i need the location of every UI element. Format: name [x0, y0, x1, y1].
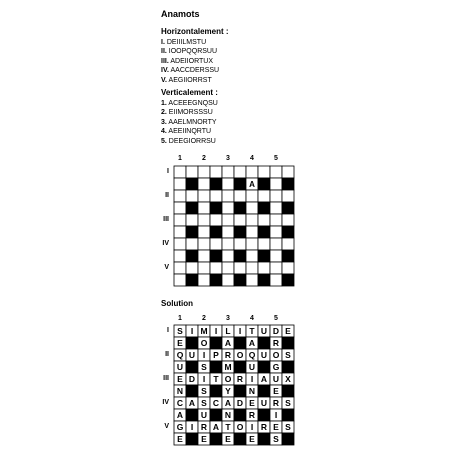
- solution-cell-letter: N: [224, 410, 232, 421]
- puzzle-cell[interactable]: [222, 226, 234, 238]
- solution-cell-letter: E: [177, 374, 183, 385]
- puzzle-cell[interactable]: [210, 166, 222, 178]
- solution-black-cell: [258, 361, 270, 373]
- solution-black-cell: [186, 385, 198, 397]
- puzzle-cell[interactable]: [174, 226, 186, 238]
- solution-black-cell: [186, 409, 198, 421]
- puzzle-cell[interactable]: [282, 238, 294, 250]
- puzzle-cell[interactable]: [270, 178, 282, 190]
- solution-cell-letter: D: [272, 326, 280, 337]
- puzzle-cell[interactable]: [186, 214, 198, 226]
- puzzle-cell[interactable]: [246, 202, 258, 214]
- solution-black-cell: [258, 409, 270, 421]
- solution-cell-letter: E: [177, 338, 183, 349]
- solution-black-cell: [282, 433, 294, 445]
- solution-cell-letter: E: [177, 434, 183, 445]
- solution-cell-letter: Q: [176, 350, 184, 361]
- puzzle-cell[interactable]: [222, 262, 234, 274]
- solution-black-cell: [186, 361, 198, 373]
- solution-cell-letter: Y: [225, 386, 231, 397]
- puzzle-cell[interactable]: [222, 274, 234, 286]
- solution-cell-letter: I: [274, 410, 278, 421]
- solution-cell-letter: E: [249, 434, 255, 445]
- puzzle-cell[interactable]: [270, 190, 282, 202]
- puzzle-black-cell: [234, 274, 246, 286]
- clue-v-1: 1. ACEEEGNQSU: [161, 99, 218, 107]
- solution-row-label: II: [165, 351, 169, 358]
- solution-cell-letter: E: [273, 422, 279, 433]
- puzzle-cell[interactable]: [222, 238, 234, 250]
- solution-cell-letter: U: [260, 350, 268, 361]
- puzzle-row-label: IV: [162, 240, 169, 247]
- puzzle-col-label: 2: [202, 155, 206, 162]
- solution-cell-letter: S: [177, 326, 183, 337]
- puzzle-cell[interactable]: [198, 262, 210, 274]
- puzzle-cell[interactable]: [174, 238, 186, 250]
- solution-black-cell: [282, 409, 294, 421]
- puzzle-black-cell: [210, 178, 222, 190]
- puzzle-cell[interactable]: [222, 202, 234, 214]
- puzzle-cell[interactable]: [174, 202, 186, 214]
- solution-cell-letter: T: [249, 326, 255, 337]
- puzzle-cell[interactable]: [174, 166, 186, 178]
- solution-cell-letter: C: [212, 398, 220, 409]
- puzzle-cell[interactable]: [270, 226, 282, 238]
- puzzle-cell[interactable]: [222, 250, 234, 262]
- clue-h-3: III. ADEIIORTUX: [161, 57, 213, 65]
- puzzle-black-cell: [282, 274, 294, 286]
- horizontal-heading: Horizontalement :: [161, 27, 229, 36]
- puzzle-cell[interactable]: [174, 250, 186, 262]
- solution-cell-letter: M: [200, 326, 208, 337]
- puzzle-grid: [173, 165, 295, 287]
- solution-cell-letter: R: [272, 398, 280, 409]
- puzzle-black-cell: [258, 274, 270, 286]
- puzzle-cell[interactable]: [198, 214, 210, 226]
- puzzle-cell[interactable]: [258, 190, 270, 202]
- solution-black-cell: [210, 337, 222, 349]
- puzzle-col-label: 1: [178, 155, 182, 162]
- puzzle-cell[interactable]: [210, 262, 222, 274]
- puzzle-black-cell: [234, 250, 246, 262]
- puzzle-cell-letter: A: [249, 179, 255, 189]
- solution-cell-letter: T: [225, 422, 231, 433]
- puzzle-cell[interactable]: [234, 238, 246, 250]
- solution-black-cell: [234, 385, 246, 397]
- solution-cell-letter: O: [272, 350, 280, 361]
- solution-cell-letter: I: [190, 326, 194, 337]
- puzzle-cell[interactable]: [234, 190, 246, 202]
- solution-cell-letter: U: [188, 350, 196, 361]
- puzzle-cell[interactable]: [198, 166, 210, 178]
- puzzle-black-cell: [186, 178, 198, 190]
- solution-cell-letter: S: [285, 350, 291, 361]
- puzzle-black-cell: [282, 250, 294, 262]
- solution-black-cell: [234, 433, 246, 445]
- clue-v-4: 4. AEEIINQRTU: [161, 128, 212, 136]
- solution-title: Solution: [161, 299, 193, 308]
- puzzle-cell[interactable]: [198, 226, 210, 238]
- puzzle-cell[interactable]: [246, 274, 258, 286]
- puzzle-cell[interactable]: [234, 262, 246, 274]
- solution-black-cell: [210, 361, 222, 373]
- puzzle-cell[interactable]: [282, 190, 294, 202]
- puzzle-black-cell: [282, 226, 294, 238]
- solution-cell-letter: U: [272, 374, 280, 385]
- puzzle-cell[interactable]: [210, 190, 222, 202]
- puzzle-black-cell: [210, 274, 222, 286]
- puzzle-cell[interactable]: [258, 166, 270, 178]
- puzzle-row-label: III: [163, 216, 169, 223]
- solution-cell-letter: E: [201, 434, 207, 445]
- solution-black-cell: [258, 337, 270, 349]
- puzzle-black-cell: [186, 202, 198, 214]
- solution-cell-letter: N: [248, 386, 256, 397]
- solution-cell-letter: C: [176, 398, 184, 409]
- solution-cell-letter: E: [273, 386, 279, 397]
- puzzle-cell[interactable]: [270, 214, 282, 226]
- puzzle-cell[interactable]: [234, 166, 246, 178]
- puzzle-cell[interactable]: [198, 274, 210, 286]
- solution-cell-letter: U: [176, 362, 184, 373]
- puzzle-row-label: I: [167, 168, 169, 175]
- puzzle-cell[interactable]: [258, 238, 270, 250]
- puzzle-cell[interactable]: [222, 190, 234, 202]
- puzzle-cell[interactable]: [210, 214, 222, 226]
- puzzle-cell[interactable]: [270, 250, 282, 262]
- solution-cell-letter: R: [260, 422, 268, 433]
- puzzle-cell[interactable]: [282, 262, 294, 274]
- vertical-heading: Verticalement :: [161, 88, 218, 97]
- solution-cell-letter: R: [236, 374, 244, 385]
- puzzle-cell-letter: C: [213, 227, 219, 237]
- puzzle-cell[interactable]: [234, 214, 246, 226]
- solution-cell-letter: S: [201, 362, 207, 373]
- solution-black-cell: [234, 361, 246, 373]
- solution-cell-letter: G: [176, 422, 184, 433]
- clue-h-4: IV. AACCDERSSU: [161, 67, 220, 75]
- puzzle-cell[interactable]: [198, 202, 210, 214]
- puzzle-cell[interactable]: [258, 262, 270, 274]
- puzzle-cell[interactable]: [198, 250, 210, 262]
- puzzle-row-label: II: [165, 192, 169, 199]
- puzzle-cell[interactable]: [210, 238, 222, 250]
- solution-cell-letter: A: [248, 338, 256, 349]
- solution-cell-letter: T: [213, 374, 219, 385]
- puzzle-cell[interactable]: [174, 274, 186, 286]
- solution-black-cell: [210, 409, 222, 421]
- solution-cell-letter: O: [236, 350, 244, 361]
- puzzle-cell[interactable]: [186, 166, 198, 178]
- solution-cell-letter: O: [200, 338, 208, 349]
- solution-cell-letter: I: [202, 374, 206, 385]
- solution-cell-letter: D: [236, 398, 244, 409]
- solution-cell-letter: E: [249, 398, 255, 409]
- solution-cell-letter: X: [285, 374, 291, 385]
- clue-h-1: I. DEIIILMSTU: [161, 38, 207, 46]
- puzzle-cell[interactable]: [198, 238, 210, 250]
- puzzle-cell[interactable]: [270, 202, 282, 214]
- solution-black-cell: [258, 433, 270, 445]
- puzzle-cell[interactable]: [222, 178, 234, 190]
- solution-cell-letter: R: [248, 410, 256, 421]
- solution-cell-letter: M: [224, 362, 232, 373]
- clue-v-5: 5. DEEGIORRSU: [161, 137, 216, 145]
- solution-cell-letter: Q: [248, 350, 256, 361]
- solution-cell-letter: I: [250, 374, 254, 385]
- puzzle-cell[interactable]: [174, 178, 186, 190]
- puzzle-cell[interactable]: [246, 214, 258, 226]
- puzzle-cell-letter: R: [237, 203, 243, 213]
- puzzle-black-cell: [282, 178, 294, 190]
- puzzle-cell[interactable]: [282, 214, 294, 226]
- solution-black-cell: [186, 337, 198, 349]
- puzzle-black-cell: [186, 274, 198, 286]
- puzzle-cell[interactable]: [270, 238, 282, 250]
- puzzle-cell[interactable]: [222, 166, 234, 178]
- puzzle-black-cell: [258, 178, 270, 190]
- solution-cell-letter: S: [201, 398, 207, 409]
- puzzle-cell[interactable]: [174, 214, 186, 226]
- puzzle-black-cell: [258, 226, 270, 238]
- solution-cell-letter: P: [213, 350, 219, 361]
- solution-black-cell: [282, 385, 294, 397]
- solution-cell-letter: S: [285, 398, 291, 409]
- puzzle-black-cell: [186, 226, 198, 238]
- solution-col-label: 4: [250, 315, 254, 322]
- puzzle-title: Anamots: [161, 9, 200, 19]
- solution-cell-letter: A: [176, 410, 184, 421]
- puzzle-col-label: 3: [226, 155, 230, 162]
- puzzle-black-cell: [210, 250, 222, 262]
- puzzle-black-cell: [258, 250, 270, 262]
- puzzle-cell[interactable]: [186, 238, 198, 250]
- solution-cell-letter: L: [225, 326, 231, 337]
- solution-cell-letter: S: [273, 434, 279, 445]
- puzzle-cell[interactable]: [246, 250, 258, 262]
- solution-black-cell: [282, 337, 294, 349]
- solution-black-cell: [234, 409, 246, 421]
- puzzle-black-cell: [282, 202, 294, 214]
- solution-col-label: 5: [274, 315, 278, 322]
- puzzle-black-cell: [234, 226, 246, 238]
- solution-black-cell: [210, 385, 222, 397]
- puzzle-col-label: 4: [250, 155, 254, 162]
- solution-cell-letter: D: [188, 374, 196, 385]
- puzzle-cell[interactable]: [246, 226, 258, 238]
- solution-cell-letter: O: [236, 422, 244, 433]
- puzzle-black-cell: [258, 202, 270, 214]
- solution-col-label: 2: [202, 315, 206, 322]
- puzzle-cell[interactable]: [258, 214, 270, 226]
- puzzle-cell[interactable]: [282, 166, 294, 178]
- solution-black-cell: [186, 433, 198, 445]
- clue-h-5: V. AEGIIORRST: [161, 76, 212, 84]
- solution-cell-letter: O: [224, 374, 232, 385]
- puzzle-cell[interactable]: [222, 214, 234, 226]
- solution-grid: [173, 324, 295, 446]
- puzzle-row-label: V: [164, 264, 169, 271]
- solution-cell-letter: A: [212, 422, 220, 433]
- clue-v-3: 3. AAELMNORTY: [161, 118, 217, 126]
- solution-black-cell: [234, 337, 246, 349]
- solution-cell-letter: U: [248, 362, 256, 373]
- solution-cell-letter: E: [225, 434, 231, 445]
- solution-row-label: IV: [162, 399, 169, 406]
- solution-cell-letter: A: [260, 374, 268, 385]
- clue-h-2: II. IOOPQQRSUU: [161, 48, 218, 56]
- solution-cell-letter: G: [272, 362, 280, 373]
- puzzle-cell[interactable]: [198, 178, 210, 190]
- solution-cell-letter: R: [200, 422, 208, 433]
- horizontal-clues: [161, 27, 229, 86]
- solution-cell-letter: A: [188, 398, 196, 409]
- solution-row-label: I: [167, 327, 169, 334]
- solution-row-label: III: [163, 375, 169, 382]
- solution-cell-letter: I: [214, 326, 218, 337]
- solution-row-label: V: [164, 423, 169, 430]
- solution-cell-letter: U: [260, 326, 268, 337]
- puzzle-cell[interactable]: [270, 166, 282, 178]
- puzzle-cell[interactable]: [270, 274, 282, 286]
- solution-cell-letter: I: [202, 350, 206, 361]
- puzzle-cell[interactable]: [186, 190, 198, 202]
- solution-cell-letter: A: [224, 338, 232, 349]
- puzzle-cell[interactable]: [246, 238, 258, 250]
- puzzle-cell[interactable]: [186, 262, 198, 274]
- puzzle-cell[interactable]: [270, 262, 282, 274]
- puzzle-cell[interactable]: [174, 262, 186, 274]
- solution-cell-letter: I: [238, 326, 242, 337]
- solution-cell-letter: I: [190, 422, 194, 433]
- solution-cell-letter: I: [250, 422, 254, 433]
- puzzle-black-cell: [234, 178, 246, 190]
- solution-cell-letter: A: [224, 398, 232, 409]
- solution-black-cell: [210, 433, 222, 445]
- solution-black-cell: [258, 385, 270, 397]
- solution-cell-letter: R: [224, 350, 232, 361]
- solution-cell-letter: R: [272, 338, 280, 349]
- puzzle-black-cell: [210, 202, 222, 214]
- solution-cell-letter: N: [176, 386, 184, 397]
- solution-cell-letter: U: [200, 410, 208, 421]
- puzzle-col-label: 5: [274, 155, 278, 162]
- solution-black-cell: [282, 361, 294, 373]
- clue-v-2: 2. EIIMORSSSU: [161, 109, 213, 117]
- solution-col-label: 1: [178, 315, 182, 322]
- puzzle-cell[interactable]: [198, 190, 210, 202]
- puzzle-cell[interactable]: [174, 190, 186, 202]
- solution-col-label: 3: [226, 315, 230, 322]
- solution-cell-letter: U: [260, 398, 268, 409]
- solution-cell-letter: S: [201, 386, 207, 397]
- solution-cell-letter: S: [285, 422, 291, 433]
- solution-cell-letter: E: [285, 326, 291, 337]
- vertical-clues: [161, 88, 218, 147]
- puzzle-cell[interactable]: [246, 190, 258, 202]
- puzzle-cell[interactable]: [246, 166, 258, 178]
- puzzle-cell[interactable]: [246, 262, 258, 274]
- puzzle-black-cell: [186, 250, 198, 262]
